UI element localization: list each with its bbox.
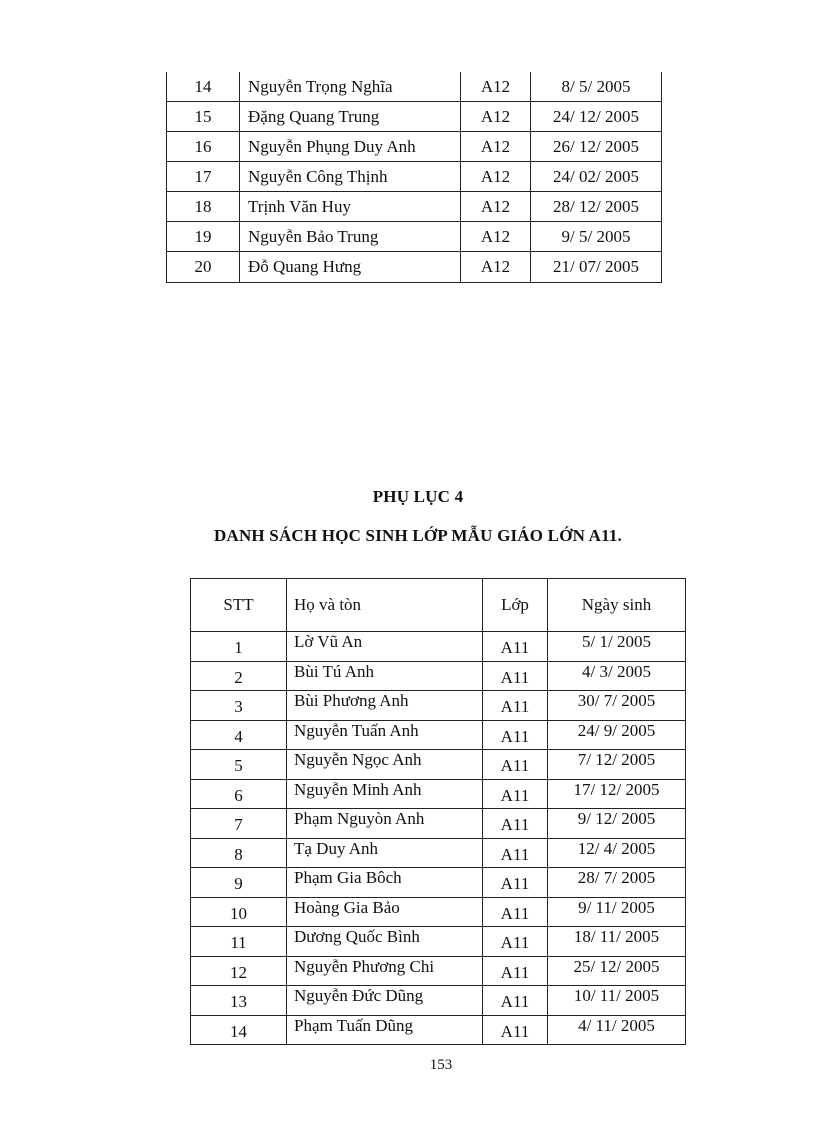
cell-class: [483, 927, 548, 957]
cell-dob: 24/ 12/ 2005: [531, 102, 662, 132]
cell-text-class: A11: [500, 638, 530, 658]
cell-text-dob: 25/ 12/ 2005: [573, 956, 660, 976]
cell-stt: 18: [167, 192, 240, 222]
cell-text-name: Nguyễn Minh Anh: [294, 779, 422, 799]
cell-text-class: A11: [500, 756, 530, 776]
cell-text-class: A11: [500, 726, 530, 746]
cell-text-stt: 7: [234, 815, 243, 835]
table-row: [191, 927, 686, 957]
table-row: [191, 868, 686, 898]
cell-class: [483, 838, 548, 868]
cell-text-name: Lờ Vũ An: [294, 632, 363, 652]
header-class: Lớp: [483, 579, 548, 632]
cell-text-class: A11: [500, 874, 530, 894]
cell-text-dob: 9/ 12/ 2005: [577, 809, 656, 829]
cell-dob: [548, 1015, 686, 1045]
cell-dob: [548, 779, 686, 809]
cell-name: [287, 661, 483, 691]
page-number: 153: [429, 1057, 453, 1073]
cell-name: [287, 720, 483, 750]
cell-dob: [548, 632, 686, 662]
cell-text-class: A11: [500, 962, 530, 982]
cell-stt: [191, 838, 287, 868]
cell-text-class: A11: [500, 933, 530, 953]
student-list-table-continued: [166, 72, 662, 283]
cell-dob: [548, 838, 686, 868]
cell-dob: [548, 897, 686, 927]
cell-stt: 15: [167, 102, 240, 132]
cell-class: [483, 632, 548, 662]
cell-stt: [191, 720, 287, 750]
cell-text-name: Tạ Duy Anh: [294, 838, 379, 858]
cell-stt: [191, 956, 287, 986]
cell-text-stt: 1: [234, 638, 243, 658]
cell-text-dob: 17/ 12/ 2005: [573, 779, 660, 799]
table-row: [191, 691, 686, 721]
cell-class: [483, 868, 548, 898]
cell-stt: 17: [167, 162, 240, 192]
table-row: [167, 192, 662, 222]
cell-text-dob: 28/ 7/ 2005: [577, 868, 656, 888]
cell-name: [287, 779, 483, 809]
cell-text-dob: 10/ 11/ 2005: [573, 986, 660, 1006]
table-row: [167, 162, 662, 192]
cell-text-stt: 12: [230, 962, 247, 982]
cell-class: [483, 691, 548, 721]
cell-text-dob: 18/ 11/ 2005: [573, 927, 660, 947]
cell-name: [287, 956, 483, 986]
cell-name: [287, 750, 483, 780]
cell-name: Trịnh Văn Huy: [240, 192, 461, 222]
cell-dob: 26/ 12/ 2005: [531, 132, 662, 162]
cell-name: Nguyễn Trọng Nghĩa: [240, 72, 461, 102]
cell-stt: [191, 632, 287, 662]
cell-class: A12: [461, 252, 531, 283]
cell-name: Nguyễn Bảo Trung: [240, 222, 461, 252]
cell-name: [287, 632, 483, 662]
cell-text-name: Phạm Tuấn Dũng: [294, 1015, 414, 1035]
cell-text-stt: 14: [230, 1021, 247, 1041]
cell-stt: [191, 750, 287, 780]
cell-text-dob: 4/ 3/ 2005: [582, 661, 651, 681]
cell-stt: [191, 661, 287, 691]
cell-class: [483, 720, 548, 750]
cell-stt: [191, 868, 287, 898]
cell-stt: [191, 779, 287, 809]
cell-stt: [191, 986, 287, 1016]
table-row: [191, 720, 686, 750]
cell-text-name: Phạm Nguyòn Anh: [294, 809, 425, 829]
cell-name: [287, 897, 483, 927]
cell-stt: 19: [167, 222, 240, 252]
cell-class: [483, 897, 548, 927]
cell-class: [483, 661, 548, 691]
cell-stt: [191, 1015, 287, 1045]
cell-text-name: Nguyễn Đức Dũng: [294, 986, 424, 1006]
table-row: [191, 897, 686, 927]
cell-text-stt: 8: [234, 844, 243, 864]
cell-class: A12: [461, 102, 531, 132]
cell-class: [483, 986, 548, 1016]
table-row: [191, 956, 686, 986]
cell-stt: 14: [167, 72, 240, 102]
table-row: [167, 72, 662, 102]
cell-dob: [548, 691, 686, 721]
cell-name: Nguyễn Công Thịnh: [240, 162, 461, 192]
cell-text-class: A11: [500, 785, 530, 805]
student-list-table-a11: [190, 578, 686, 1045]
cell-text-name: Nguyễn Tuấn Anh: [294, 720, 419, 740]
cell-stt: [191, 927, 287, 957]
cell-text-class: A11: [500, 992, 530, 1012]
cell-class: A12: [461, 132, 531, 162]
table-row: [191, 1015, 686, 1045]
cell-stt: [191, 809, 287, 839]
cell-name: [287, 691, 483, 721]
cell-text-dob: 7/ 12/ 2005: [577, 750, 656, 770]
cell-text-stt: 6: [234, 785, 243, 805]
cell-dob: [548, 661, 686, 691]
cell-dob: [548, 868, 686, 898]
cell-text-class: A11: [500, 667, 530, 687]
table-row: [191, 750, 686, 780]
cell-class: [483, 809, 548, 839]
cell-class: A12: [461, 72, 531, 102]
cell-text-name: Dương Quốc Bình: [294, 927, 420, 947]
cell-dob: 24/ 02/ 2005: [531, 162, 662, 192]
cell-text-name: Phạm Gia Bôch: [294, 868, 402, 888]
top-table-body: [167, 72, 662, 283]
cell-class: [483, 779, 548, 809]
cell-name: [287, 986, 483, 1016]
cell-dob: [548, 750, 686, 780]
cell-text-class: A11: [500, 1021, 530, 1041]
cell-name: [287, 868, 483, 898]
cell-dob: [548, 720, 686, 750]
cell-name: [287, 1015, 483, 1045]
cell-stt: [191, 691, 287, 721]
cell-name: Đỗ Quang Hưng: [240, 252, 461, 283]
cell-text-dob: 5/ 1/ 2005: [582, 632, 651, 652]
cell-name: [287, 927, 483, 957]
cell-stt: 16: [167, 132, 240, 162]
cell-text-dob: 4/ 11/ 2005: [578, 1015, 655, 1035]
cell-dob: [548, 809, 686, 839]
cell-class: [483, 1015, 548, 1045]
table-row: [191, 986, 686, 1016]
table-row: [191, 809, 686, 839]
cell-text-class: A11: [500, 903, 530, 923]
cell-text-name: Hoàng Gia Bảo: [294, 897, 400, 917]
table-row: [167, 222, 662, 252]
appendix-subheading: DANH SÁCH HỌC SINH LỚP MẪU GIÁO LỚN A11.: [213, 526, 622, 545]
table-row: [191, 661, 686, 691]
cell-name: Đặng Quang Trung: [240, 102, 461, 132]
cell-text-name: Nguyễn Phương Chi: [294, 956, 435, 976]
cell-dob: 28/ 12/ 2005: [531, 192, 662, 222]
table-row: [191, 838, 686, 868]
header-stt: STT: [191, 579, 287, 632]
cell-text-stt: 11: [230, 933, 247, 953]
cell-stt: 20: [167, 252, 240, 283]
cell-text-name: Bùi Tú Anh: [294, 661, 374, 681]
cell-class: A12: [461, 162, 531, 192]
cell-dob: 8/ 5/ 2005: [531, 72, 662, 102]
header-name: Họ và tòn: [287, 579, 483, 632]
cell-dob: 9/ 5/ 2005: [531, 222, 662, 252]
table-row: [191, 632, 686, 662]
cell-text-stt: 13: [230, 992, 247, 1012]
table-header-row: [191, 579, 686, 632]
cell-name: [287, 838, 483, 868]
cell-text-stt: 2: [234, 667, 243, 687]
cell-text-dob: 12/ 4/ 2005: [577, 838, 656, 858]
table-row: [167, 102, 662, 132]
cell-text-stt: 10: [230, 903, 247, 923]
cell-text-dob: 9/ 11/ 2005: [578, 897, 655, 917]
cell-text-class: A11: [500, 844, 530, 864]
cell-text-name: Bùi Phương Anh: [294, 691, 409, 711]
table-row: [167, 252, 662, 283]
cell-name: [287, 809, 483, 839]
cell-class: [483, 956, 548, 986]
header-dob: Ngày sinh: [548, 579, 686, 632]
cell-text-class: A11: [500, 697, 530, 717]
cell-class: A12: [461, 222, 531, 252]
cell-text-name: Nguyễn Ngọc Anh: [294, 750, 422, 770]
cell-class: [483, 750, 548, 780]
cell-text-stt: 5: [234, 756, 243, 776]
cell-dob: [548, 956, 686, 986]
cell-text-stt: 4: [234, 726, 243, 746]
cell-text-dob: 24/ 9/ 2005: [577, 720, 656, 740]
cell-text-stt: 9: [234, 874, 243, 894]
table-row: [167, 132, 662, 162]
cell-text-class: A11: [500, 815, 530, 835]
cell-dob: [548, 986, 686, 1016]
cell-name: Nguyễn Phụng Duy Anh: [240, 132, 461, 162]
bottom-table-body: [191, 632, 686, 1045]
cell-dob: 21/ 07/ 2005: [531, 252, 662, 283]
cell-dob: [548, 927, 686, 957]
cell-text-dob: 30/ 7/ 2005: [577, 691, 656, 711]
table-row: [191, 779, 686, 809]
cell-class: A12: [461, 192, 531, 222]
appendix-heading: PHỤ LỤC 4: [372, 487, 464, 506]
cell-text-stt: 3: [234, 697, 243, 717]
cell-stt: [191, 897, 287, 927]
